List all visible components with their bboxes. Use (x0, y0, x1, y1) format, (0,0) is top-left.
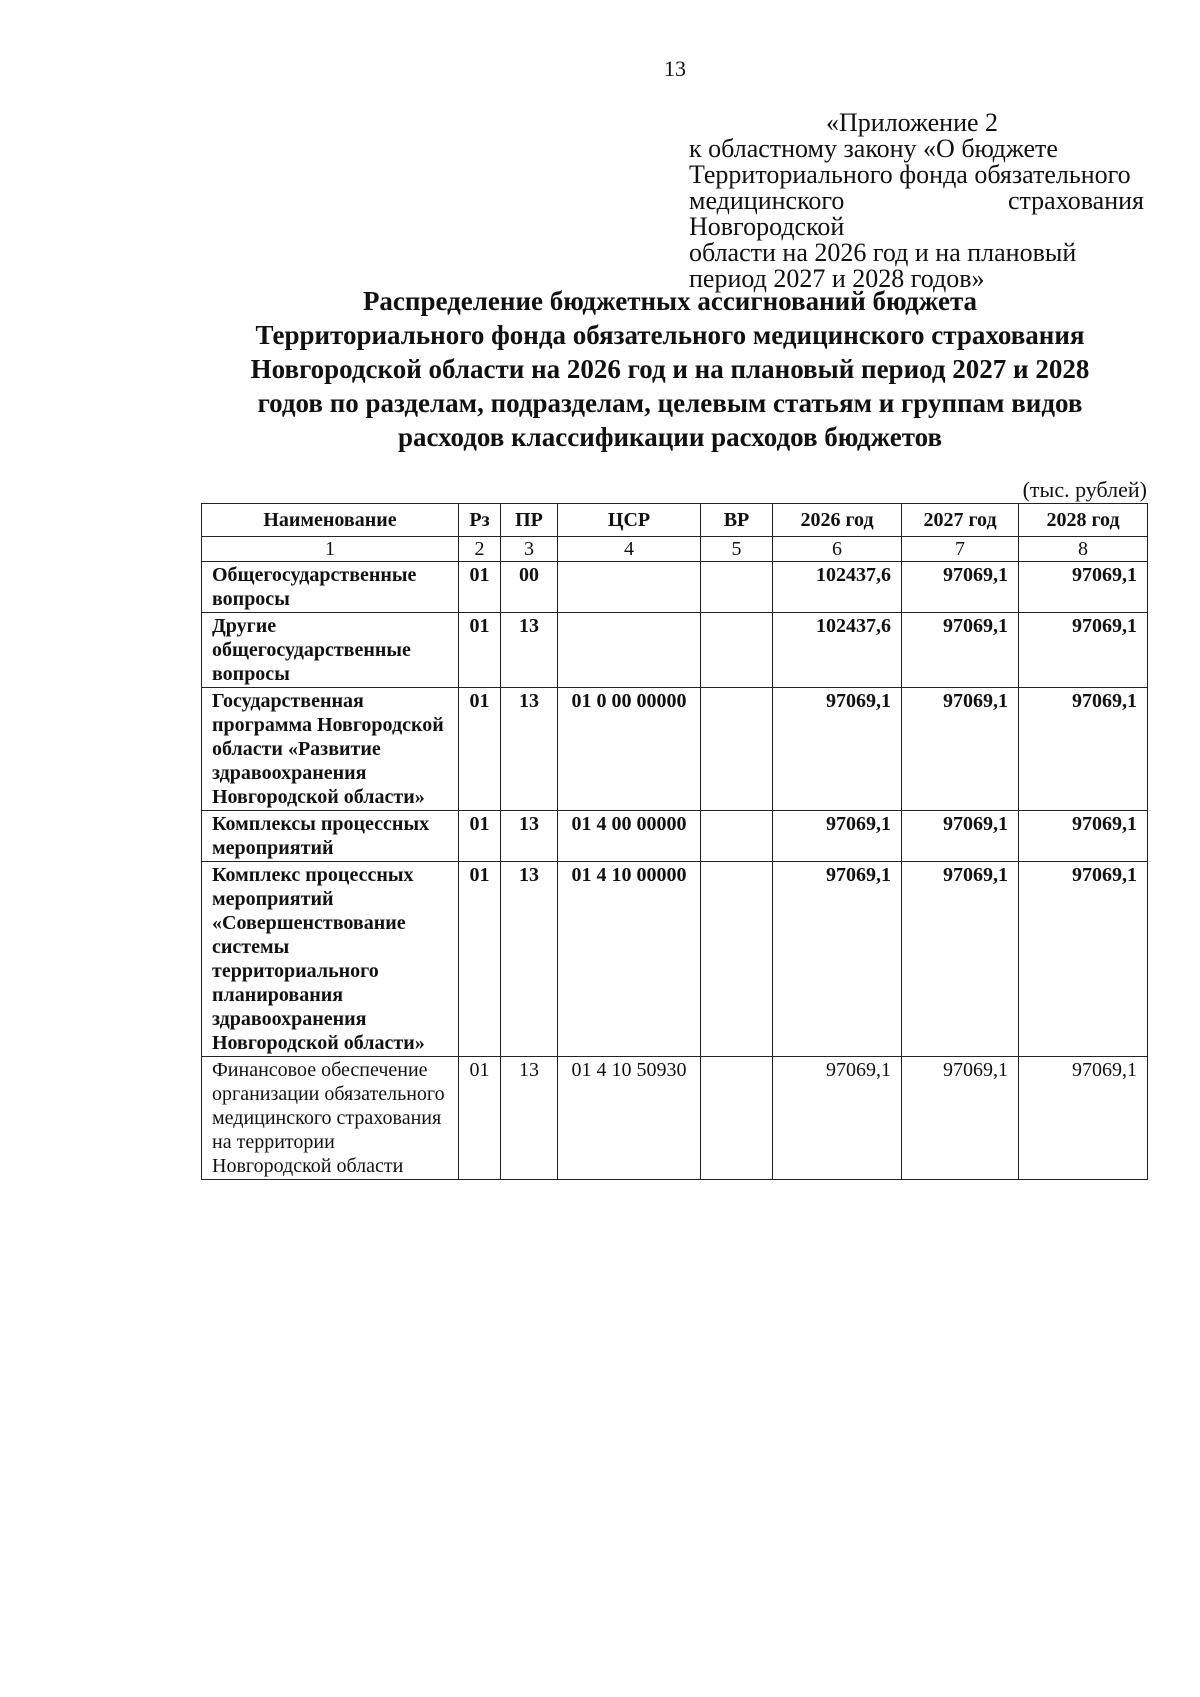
cell-csr: 01 4 10 00000 (558, 862, 701, 1057)
title-line: Территориального фонда обязательного медицинского страхования (255, 320, 1085, 350)
table-row (202, 613, 1148, 688)
header-2026: 2026 год (773, 504, 902, 537)
cell-2026: 97069,1 (773, 862, 902, 1057)
column-number-row (202, 537, 1148, 562)
appendix-line: медицинского страхования Новгородской (689, 186, 1144, 241)
units-label: (тыс. рублей) (1022, 477, 1147, 502)
cell-csr: 01 4 00 00000 (558, 811, 701, 862)
title-line: годов по разделам, подразделам, целевым статьям и группам видов (257, 388, 1083, 418)
cell-vr (701, 862, 773, 1057)
table-row (202, 688, 1148, 811)
header-pr: ПР (501, 504, 558, 537)
table-row (202, 811, 1148, 862)
cell-vr (701, 811, 773, 862)
column-number: 2 (459, 537, 501, 562)
cell-vr (701, 688, 773, 811)
cell-csr: 01 4 10 50930 (558, 1057, 701, 1180)
cell-2027: 97069,1 (902, 562, 1019, 613)
cell-2028: 97069,1 (1019, 862, 1148, 1057)
cell-2027: 97069,1 (902, 613, 1019, 688)
cell-csr (558, 562, 701, 613)
table-row (202, 1057, 1148, 1180)
cell-name: Комплексы процессных мероприятий (202, 811, 459, 862)
cell-name: Финансовое обеспечение организации обязательного медицинского страхования на территории Новгородской области (202, 1057, 459, 1180)
appendix-note (689, 110, 1144, 292)
cell-2028: 97069,1 (1019, 811, 1148, 862)
cell-2028: 97069,1 (1019, 1057, 1148, 1180)
cell-2027: 97069,1 (902, 688, 1019, 811)
cell-name: Государственная программа Новгородской области «Развитие здравоохранения Новгородской области» (202, 688, 459, 811)
cell-name: Общегосударственные вопросы (202, 562, 459, 613)
budget-table (201, 503, 1148, 1180)
cell-2026: 102437,6 (773, 613, 902, 688)
appendix-line: «Приложение 2 (826, 108, 999, 137)
column-number: 4 (558, 537, 701, 562)
appendix-line: Территориального фонда обязательного (689, 160, 1131, 189)
header-vr: ВР (701, 504, 773, 537)
cell-2026: 97069,1 (773, 811, 902, 862)
cell-vr (701, 562, 773, 613)
header-row (202, 504, 1148, 537)
cell-vr (701, 613, 773, 688)
header-rz: Рз (459, 504, 501, 537)
column-number: 3 (501, 537, 558, 562)
title-line: Новгородской области на 2026 год и на плановый период 2027 и 2028 (250, 354, 1090, 384)
column-number: 7 (902, 537, 1019, 562)
appendix-line: период 2027 и 2028 годов» (689, 264, 985, 293)
header-2027: 2027 год (902, 504, 1019, 537)
cell-pr: 13 (501, 811, 558, 862)
cell-2028: 97069,1 (1019, 613, 1148, 688)
table-row (202, 562, 1148, 613)
column-number: 6 (773, 537, 902, 562)
cell-name: Комплекс процессных мероприятий «Совершенствование системы территориального планирования здравоохранения Новгородской области» (202, 862, 459, 1057)
cell-pr: 00 (501, 562, 558, 613)
header-csr: ЦСР (558, 504, 701, 537)
cell-pr: 13 (501, 613, 558, 688)
cell-rz: 01 (459, 562, 501, 613)
column-number: 5 (701, 537, 773, 562)
column-number: 8 (1019, 537, 1148, 562)
cell-2026: 97069,1 (773, 688, 902, 811)
cell-pr: 13 (501, 862, 558, 1057)
cell-csr (558, 613, 701, 688)
appendix-line: области на 2026 год и на плановый (689, 238, 1077, 267)
cell-2027: 97069,1 (902, 862, 1019, 1057)
cell-vr (701, 1057, 773, 1180)
cell-pr: 13 (501, 1057, 558, 1180)
cell-rz: 01 (459, 688, 501, 811)
cell-2028: 97069,1 (1019, 562, 1148, 613)
cell-rz: 01 (459, 862, 501, 1057)
cell-csr: 01 0 00 00000 (558, 688, 701, 811)
appendix-line: к областному закону «О бюджете (689, 134, 1058, 163)
cell-2026: 97069,1 (773, 1057, 902, 1180)
cell-rz: 01 (459, 811, 501, 862)
header-2028: 2028 год (1019, 504, 1148, 537)
page-number: 13 (664, 56, 686, 81)
cell-pr: 13 (501, 688, 558, 811)
table-row (202, 862, 1148, 1057)
column-number: 1 (202, 537, 459, 562)
cell-2026: 102437,6 (773, 562, 902, 613)
cell-2027: 97069,1 (902, 811, 1019, 862)
cell-name: Другие общегосударственные вопросы (202, 613, 459, 688)
title-line: расходов классификации расходов бюджетов (397, 422, 943, 452)
cell-2028: 97069,1 (1019, 688, 1148, 811)
cell-rz: 01 (459, 1057, 501, 1180)
table-body (202, 537, 1148, 1180)
cell-rz: 01 (459, 613, 501, 688)
document-title (215, 284, 1125, 454)
title-line: Распределение бюджетных ассигнований бюджета (362, 286, 978, 316)
cell-2027: 97069,1 (902, 1057, 1019, 1180)
header-name: Наименование (202, 504, 459, 537)
